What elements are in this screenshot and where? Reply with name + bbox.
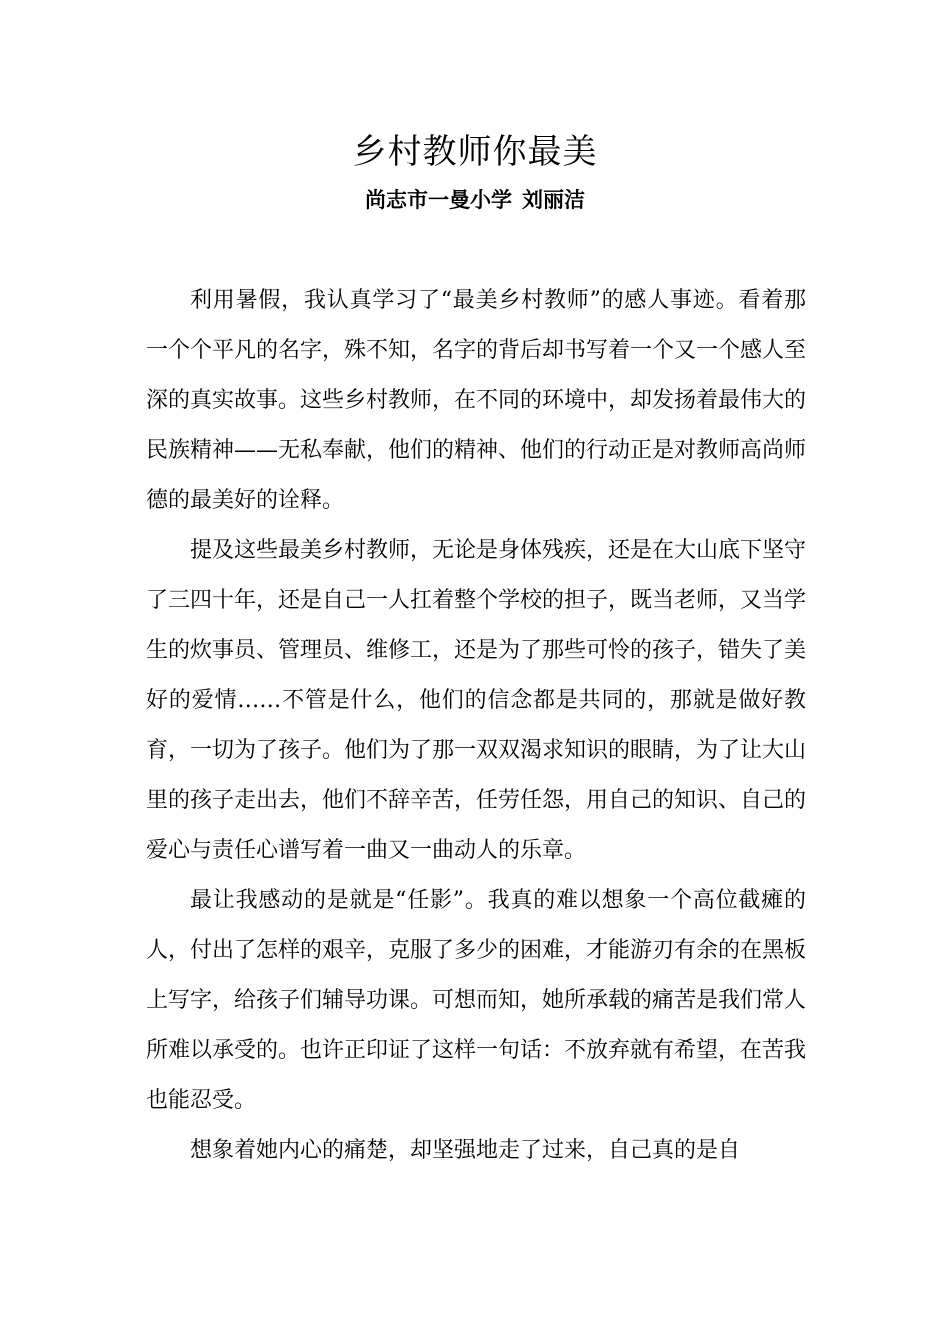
paragraph-4: 想象着她内心的痛楚，却坚强地走了过来，自己真的是自: [190, 1138, 741, 1163]
document-title: 乡村教师你最美: [352, 132, 598, 172]
school-name: 尚志市一曼小学: [365, 188, 512, 212]
document-body: [146, 276, 806, 1176]
author-name: 刘丽洁: [522, 188, 585, 212]
paragraph-3: 最让我感动的是就是“任影”。我真的难以想象一个高位截瘫的人，付出了怎样的艰辛，克服了多少的困难，才能游刃有余的在黑板上写字，给孩子们辅导功课。可想而知，她所承载的痛苦是我们常人所难以承受的。也许正印证了这样一句话：不放弃就有希望，在苦我也能忍受。: [146, 888, 807, 1113]
document-byline: [0, 184, 950, 216]
paragraph-2: 提及这些最美乡村教师，无论是身体残疾，还是在大山底下坚守了三四十年，还是自己一人扛着整个学校的担子，既当老师，又当学生的炊事员、管理员、维修工，还是为了那些可怜的孩子，错失了美好的爱情……不管是什么，他们的信念都是共同的，那就是做好教育，一切为了孩子。他们为了那一双双渴求知识的眼睛，为了让大山里的孩子走出去，他们不辞辛苦，任劳任怨，用自己的知识、自己的爱心与责任心谱写着一曲又一曲动人的乐章。: [146, 538, 807, 863]
paragraph-1: 利用暑假，我认真学习了“最美乡村教师”的感人事迹。看着那一个个平凡的名字，殊不知，名字的背后却书写着一个又一个感人至深的真实故事。这些乡村教师，在不同的环境中，却发扬着最伟大的民族精神——无私奉献，他们的精神、他们的行动正是对教师高尚师德的最美好的诠释。: [146, 288, 807, 513]
